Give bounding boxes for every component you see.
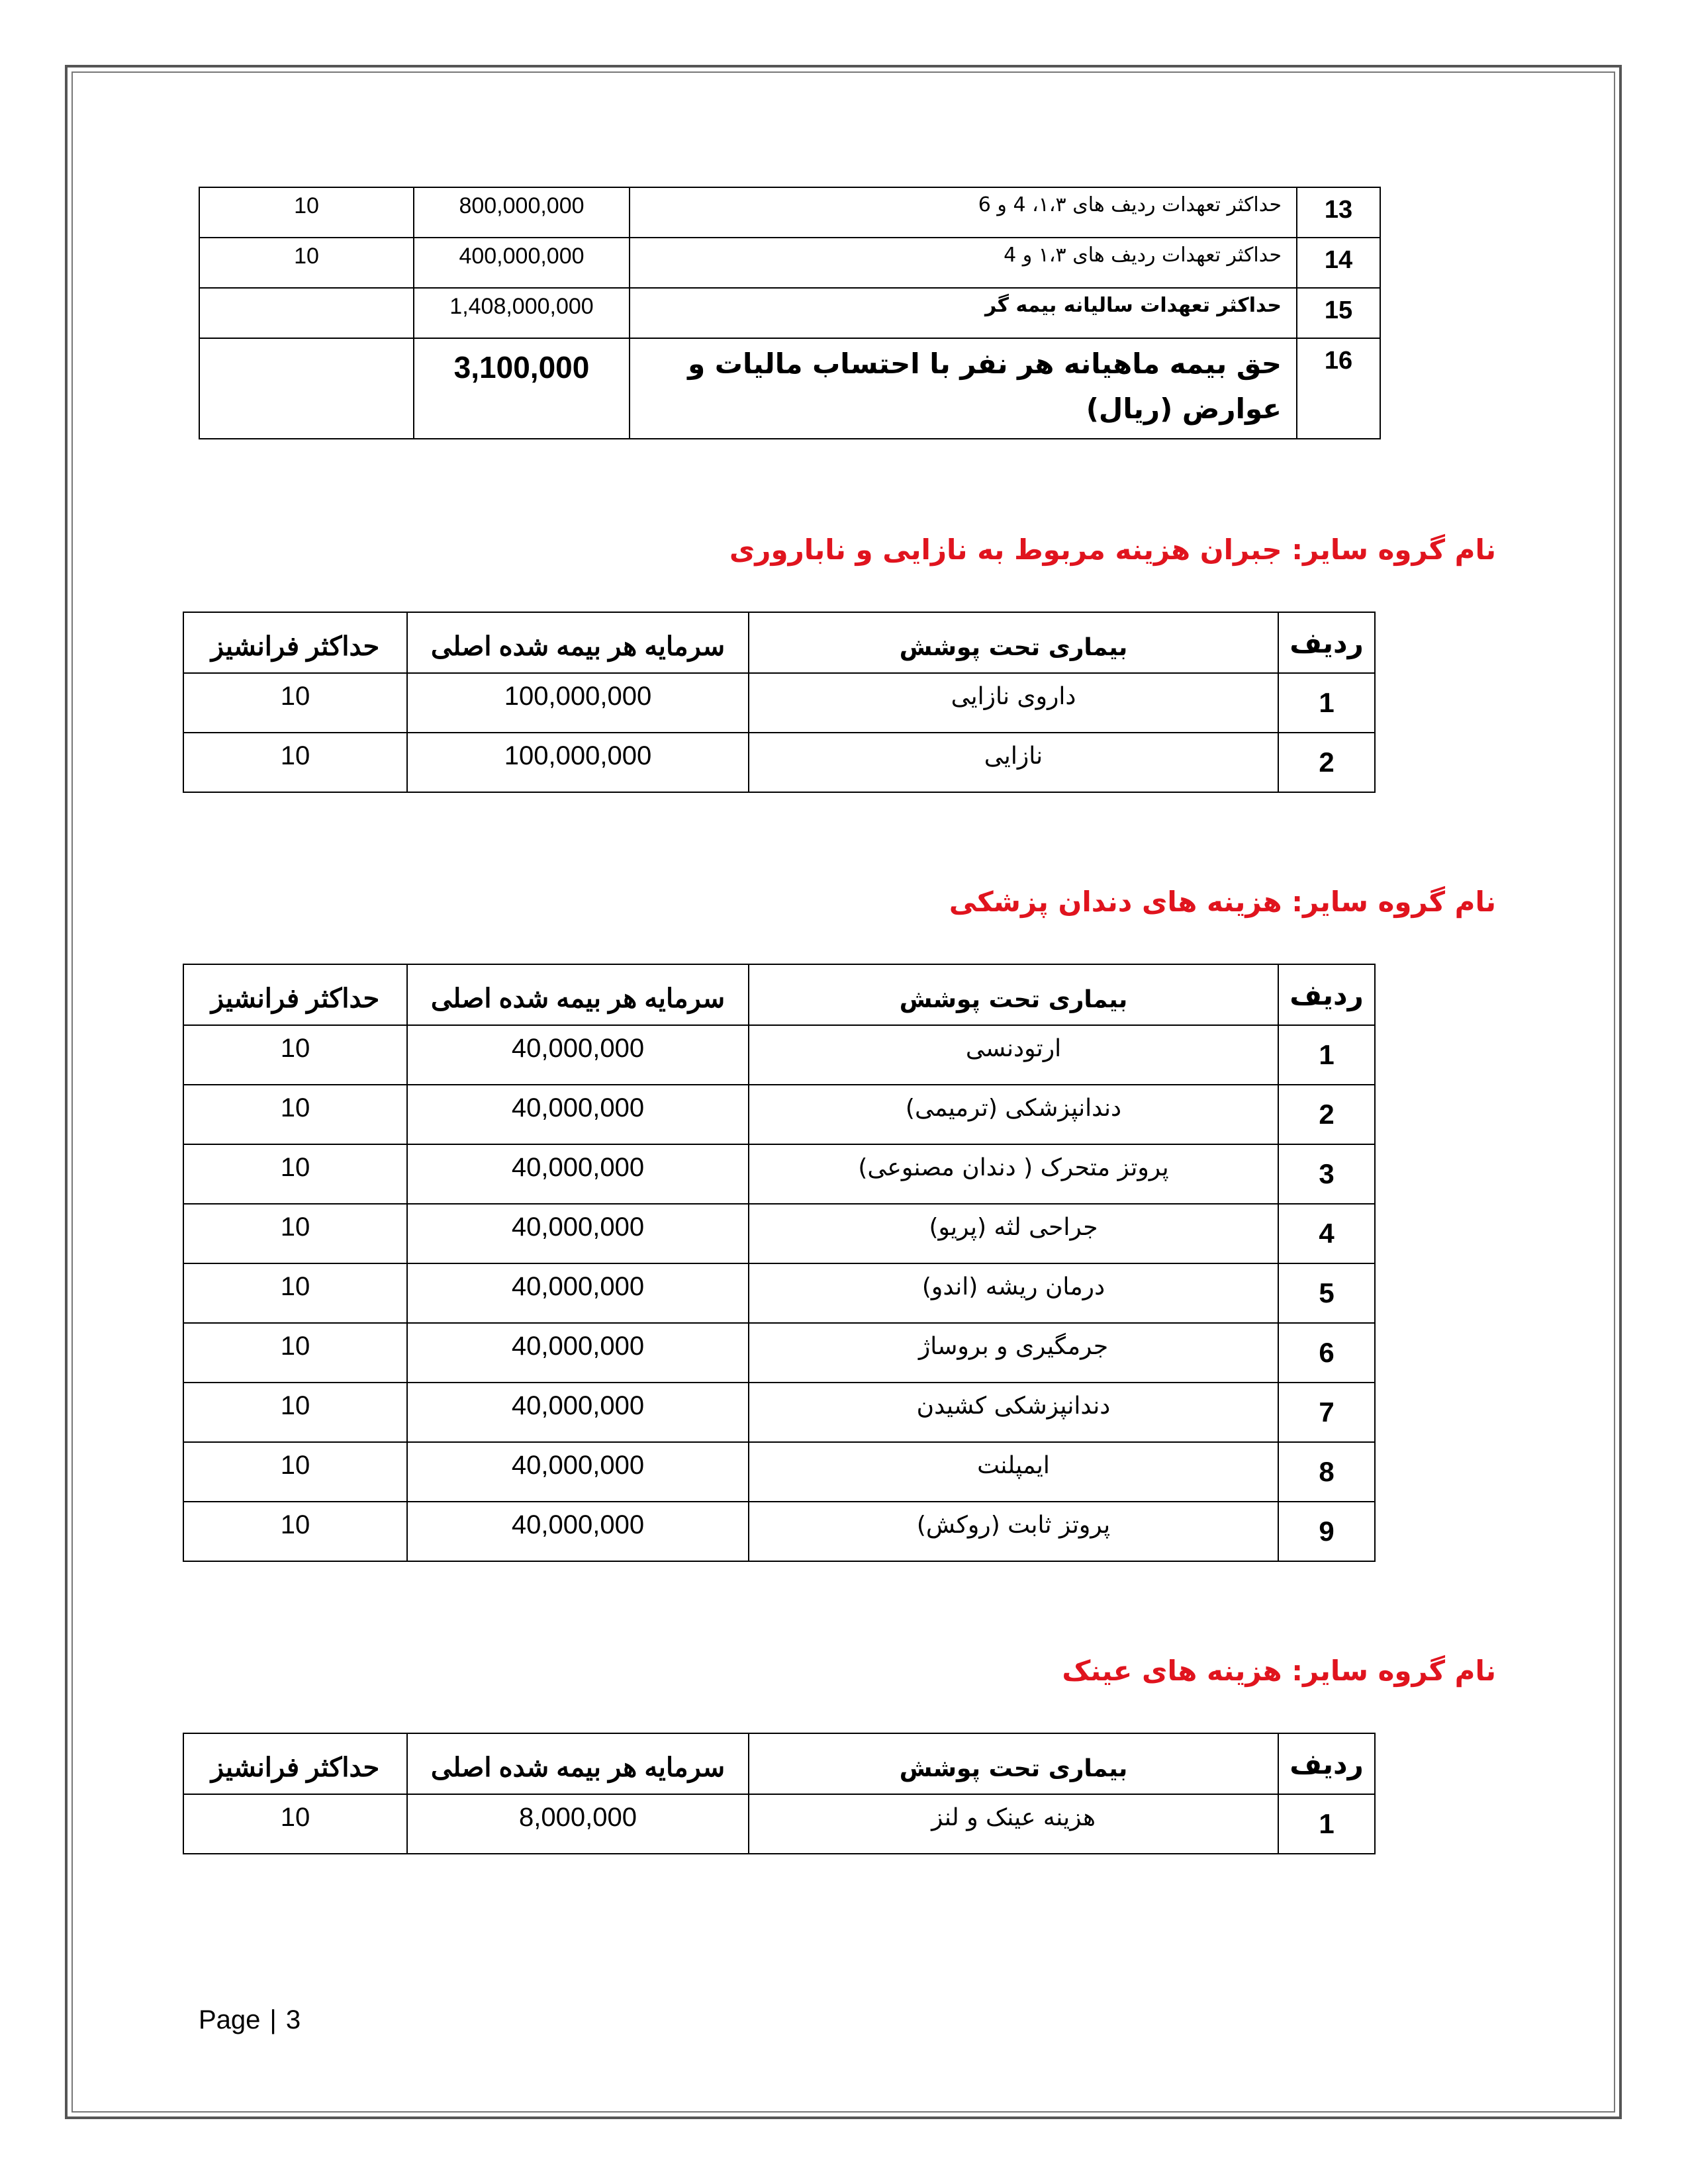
amount-cell: 400,000,000 [414,238,630,288]
table-row [199,288,1380,338]
table-row [183,1442,1375,1502]
header-franchise: حداکثر فرانشیز [183,1733,407,1794]
section-title-glasses: نام گروه سایر: هزینه های عینک [1062,1655,1496,1687]
franchise-cell: 10 [199,187,414,238]
franchise-cell: 10 [183,1204,407,1263]
franchise-cell: 10 [183,1442,407,1502]
coverage-cell: دندانپزشکی (ترمیمی) [749,1085,1278,1144]
footer-separator: | [269,2005,277,2034]
table-row [183,673,1375,733]
row-number-cell: 1 [1278,1025,1375,1085]
capital-cell: 40,000,000 [407,1383,749,1442]
description-cell: حداکثر تعهدات سالیانه بیمه گر [630,288,1297,338]
header-coverage: بیماری تحت پوشش [749,964,1278,1025]
page-label: Page [199,2005,261,2034]
table-row [199,338,1380,439]
capital-cell: 40,000,000 [407,1442,749,1502]
header-num: ردیف [1278,1733,1375,1794]
table-row [199,238,1380,288]
coverage-cell: ارتودنسی [749,1025,1278,1085]
capital-cell: 40,000,000 [407,1025,749,1085]
franchise-cell [199,338,414,439]
row-number-cell: 8 [1278,1442,1375,1502]
description-cell: حداکثر تعهدات ردیف های ۱،۳، 4 و 6 [630,187,1297,238]
infertility-table [183,612,1376,793]
coverage-cell: دندانپزشکی کشیدن [749,1383,1278,1442]
coverage-cell: درمان ریشه (اندو) [749,1263,1278,1323]
franchise-cell: 10 [183,1085,407,1144]
franchise-cell: 10 [183,673,407,733]
row-number-cell: 16 [1297,338,1380,439]
table-row [183,1144,1375,1204]
header-coverage: بیماری تحت پوشش [749,1733,1278,1794]
amount-cell: 1,408,000,000 [414,288,630,338]
table-row [183,1323,1375,1383]
row-number-cell: 3 [1278,1144,1375,1204]
table-row [183,1204,1375,1263]
description-cell: حق بیمه ماهیانه هر نفر با احتساب مالیات و عوارض (ریال) [630,338,1297,439]
dental-table [183,964,1376,1562]
capital-cell: 40,000,000 [407,1085,749,1144]
table-row [199,187,1380,238]
coverage-cell: هزینه عینک و لنز [749,1794,1278,1854]
coverage-cell: داروی نازایی [749,673,1278,733]
franchise-cell: 10 [183,733,407,792]
row-number-cell: 6 [1278,1323,1375,1383]
table-row [183,1502,1375,1561]
row-number-cell: 14 [1297,238,1380,288]
section-title-dental: نام گروه سایر: هزینه های دندان پزشکی [949,886,1496,918]
glasses-table [183,1733,1376,1854]
franchise-cell: 10 [183,1025,407,1085]
row-number-cell: 9 [1278,1502,1375,1561]
header-capital: سرمایه هر بیمه شده اصلی [407,964,749,1025]
coverage-cell: جرمگیری و بروساژ [749,1323,1278,1383]
table-row [183,1025,1375,1085]
row-number-cell: 1 [1278,1794,1375,1854]
top-summary-table [199,187,1381,439]
table-row [183,1383,1375,1442]
section-title-infertility: نام گروه سایر: جبران هزینه مربوط به نازایی و ناباروری [729,533,1496,566]
row-number-cell: 7 [1278,1383,1375,1442]
header-capital: سرمایه هر بیمه شده اصلی [407,612,749,673]
table-row [183,1794,1375,1854]
franchise-cell: 10 [183,1502,407,1561]
description-cell: حداکثر تعهدات ردیف های ۱،۳ و 4 [630,238,1297,288]
row-number-cell: 5 [1278,1263,1375,1323]
table-header-row [183,612,1375,673]
row-number-cell: 1 [1278,673,1375,733]
page-footer [199,2005,301,2035]
header-capital: سرمایه هر بیمه شده اصلی [407,1733,749,1794]
table-header-row [183,964,1375,1025]
franchise-cell: 10 [183,1323,407,1383]
table-row [183,733,1375,792]
row-number-cell: 15 [1297,288,1380,338]
capital-cell: 40,000,000 [407,1502,749,1561]
capital-cell: 40,000,000 [407,1323,749,1383]
table-row [183,1263,1375,1323]
capital-cell: 8,000,000 [407,1794,749,1854]
coverage-cell: نازایی [749,733,1278,792]
amount-cell: 800,000,000 [414,187,630,238]
capital-cell: 40,000,000 [407,1263,749,1323]
franchise-cell: 10 [183,1263,407,1323]
row-number-cell: 4 [1278,1204,1375,1263]
coverage-cell: جراحی لثه (پریو) [749,1204,1278,1263]
amount-cell: 3,100,000 [414,338,630,439]
header-num: ردیف [1278,964,1375,1025]
row-number-cell: 2 [1278,1085,1375,1144]
capital-cell: 100,000,000 [407,733,749,792]
coverage-cell: ایمپلنت [749,1442,1278,1502]
coverage-cell: پروتز متحرک ( دندان مصنوعی) [749,1144,1278,1204]
franchise-cell [199,288,414,338]
capital-cell: 100,000,000 [407,673,749,733]
row-number-cell: 2 [1278,733,1375,792]
table-row [183,1085,1375,1144]
capital-cell: 40,000,000 [407,1204,749,1263]
table-header-row [183,1733,1375,1794]
row-number-cell: 13 [1297,187,1380,238]
franchise-cell: 10 [183,1144,407,1204]
page-number: 3 [285,2005,301,2034]
franchise-cell: 10 [183,1383,407,1442]
coverage-cell: پروتز ثابت (روکش) [749,1502,1278,1561]
capital-cell: 40,000,000 [407,1144,749,1204]
header-franchise: حداکثر فرانشیز [183,612,407,673]
franchise-cell: 10 [183,1794,407,1854]
header-num: ردیف [1278,612,1375,673]
franchise-cell: 10 [199,238,414,288]
header-franchise: حداکثر فرانشیز [183,964,407,1025]
header-coverage: بیماری تحت پوشش [749,612,1278,673]
